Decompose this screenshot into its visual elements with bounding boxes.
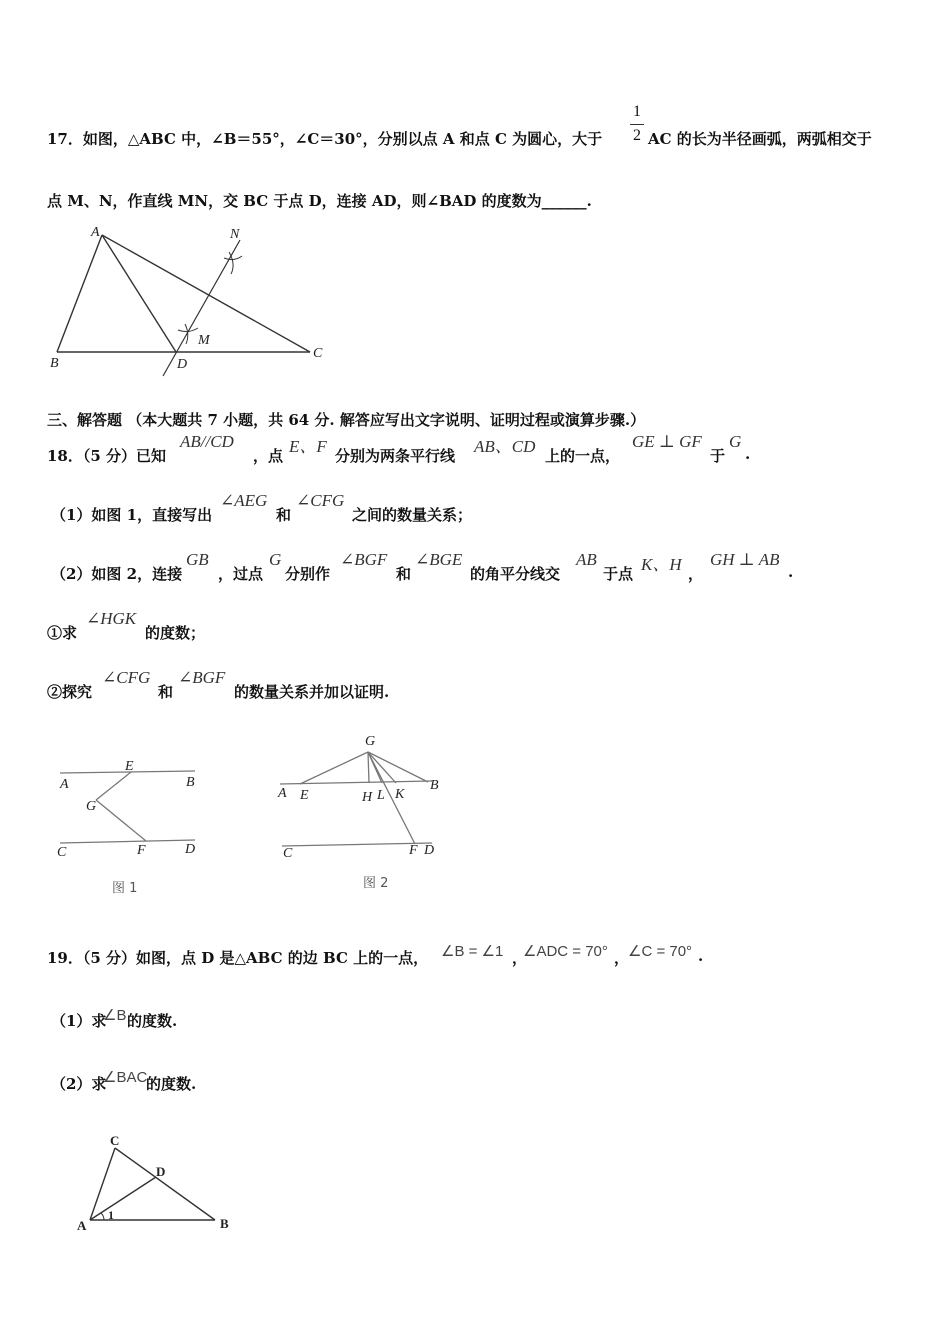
fig2-label-b: B <box>430 778 439 793</box>
q19-sep-2: ， <box>614 949 630 967</box>
q18-part2-h: . <box>788 563 794 581</box>
q18-math-g: G <box>729 432 742 451</box>
q18-intro-e: 于 <box>710 447 726 465</box>
q18-math-e-f: E、F <box>289 437 327 456</box>
q17-label-n: N <box>230 227 240 242</box>
q18-sub2-angle-cfg: ∠CFG <box>102 668 151 687</box>
q19-part2-b: 的度数. <box>146 1075 197 1093</box>
q19-part1-angle-b: ∠B <box>103 1007 127 1024</box>
q19-part2-angle-bac: ∠BAC <box>103 1069 148 1086</box>
q19-label-d: D <box>156 1164 166 1179</box>
fig2-label-f: F <box>409 843 418 858</box>
q19-label-angle-1: 1 <box>108 1208 114 1222</box>
fig2-caption: 图 2 <box>363 876 389 891</box>
q17-line1-part-a: 17．如图，△ABC 中，∠B＝55°，∠C＝30°，分别以点 A 和点 C 为圆心，大于 <box>47 130 603 148</box>
q19-condition-adc: ∠ADC = 70° <box>523 943 608 960</box>
q19-label-a: A <box>77 1218 87 1233</box>
q18-intro-a: 18．（5 分）已知 <box>47 447 167 465</box>
q18-sub1-b: 的度数； <box>145 624 206 642</box>
q18-sub2-b: 和 <box>158 683 174 701</box>
fig1-label-f: F <box>137 843 146 858</box>
fig2-label-c: C <box>283 846 293 861</box>
q19-segment-cb <box>115 1148 215 1220</box>
q18-part2-k-h: K、H <box>641 555 682 574</box>
q18-part2-gb: GB <box>186 550 209 569</box>
q19-condition-c: ∠C = 70° <box>628 943 693 960</box>
q19-intro: 19．（5 分）如图，点 D 是△ABC 的边 BC 上的一点， <box>47 949 429 967</box>
q19-label-b: B <box>220 1216 229 1231</box>
q18-intro-b: ，点 <box>253 447 284 465</box>
q18-part1-c: 之间的数量关系； <box>352 506 473 524</box>
fig1-label-b: B <box>186 775 195 790</box>
q18-intro-c: 分别为两条平行线 <box>335 447 456 465</box>
q18-intro-f: . <box>745 445 751 463</box>
q18-part1-angle-cfg: ∠CFG <box>296 491 345 510</box>
fig2-label-k: K <box>395 787 405 802</box>
q18-part2-g: G <box>269 550 282 569</box>
q19-end: . <box>698 947 704 965</box>
q18-part2-e: 的角平分线交 <box>470 565 561 583</box>
q18-part2-g-comma: ， <box>688 565 704 583</box>
q18-part1-b: 和 <box>276 506 292 524</box>
q18-part2-b: ，过点 <box>218 565 264 583</box>
q18-sub1-angle-hgk: ∠HGK <box>86 609 137 628</box>
q17-line1-part-b: AC 的长为半径画弧，两弧相交于 <box>648 130 872 148</box>
q18-math-ab-cd: AB、CD <box>474 437 536 456</box>
q17-label-b: B <box>50 356 59 371</box>
q18-sub2-c: 的数量关系并加以证明. <box>234 683 390 701</box>
fig1-label-g: G <box>86 799 97 814</box>
q18-part2-f: 于点 <box>603 565 634 583</box>
fig1-caption: 图 1 <box>112 881 138 896</box>
fig2-label-e: E <box>300 788 309 803</box>
fig2-label-l: L <box>377 788 385 803</box>
q17-fraction-numerator: 1 <box>633 103 641 120</box>
fig1-label-d: D <box>185 842 196 857</box>
q18-sub2-angle-bgf: ∠BGF <box>178 668 226 687</box>
q18-part1-angle-aeg: ∠AEG <box>220 491 268 510</box>
fig2-label-h: H <box>362 790 373 805</box>
q19-part1-b: 的度数. <box>127 1012 178 1030</box>
q19-label-c: C <box>110 1133 120 1148</box>
q17-fraction-denominator: 2 <box>633 127 641 144</box>
q19-sep-1: ， <box>512 949 528 967</box>
q17-label-c: C <box>313 346 323 361</box>
q19-part2-a: （2）求 <box>51 1075 107 1093</box>
q19-condition-b-eq-1: ∠B = ∠1 <box>441 943 504 960</box>
q18-part2-angle-bge: ∠BGE <box>415 550 463 569</box>
q18-part2-a: （2）如图 2，连接 <box>51 565 183 583</box>
q18-part2-d: 和 <box>396 565 412 583</box>
q17-line2: 点 M、N，作直线 MN，交 BC 于点 D，连接 AD，则∠BAD 的度数为______. <box>47 192 592 210</box>
q18-sub2-a: ②探究 <box>47 683 93 701</box>
q18-part2-angle-bgf: ∠BGF <box>340 550 388 569</box>
q17-label-d: D <box>177 357 188 372</box>
fig2-label-a: A <box>278 786 287 801</box>
q18-math-ab-parallel-cd: AB//CD <box>180 432 234 451</box>
q18-part2-ab: AB <box>576 550 597 569</box>
fig2-label-g: G <box>365 734 376 749</box>
q17-label-m: M <box>198 333 210 348</box>
q19-angle-1-arc <box>101 1213 104 1220</box>
section-3-heading: 三、解答题 （本大题共 7 小题，共 64 分. 解答应写出文字说明、证明过程或演算步骤.） <box>47 411 646 429</box>
q18-math-ge-perp-gf: GE ⊥ GF <box>632 432 702 451</box>
fig1-label-c: C <box>57 845 67 860</box>
q19-segment-ad <box>90 1177 156 1220</box>
q18-part1-a: （1）如图 1，直接写出 <box>51 506 213 524</box>
fig2-label-d: D <box>424 843 435 858</box>
fig1-label-e: E <box>125 759 134 774</box>
q18-part2-c: 分别作 <box>285 565 331 583</box>
q17-label-a: A <box>91 225 100 240</box>
q18-part2-gh-perp-ab: GH ⊥ AB <box>710 550 780 569</box>
q18-intro-d: 上的一点， <box>545 447 621 465</box>
q18-sub1-a: ①求 <box>47 624 78 642</box>
fig1-label-a: A <box>60 777 69 792</box>
q19-part1-a: （1）求 <box>51 1012 107 1030</box>
